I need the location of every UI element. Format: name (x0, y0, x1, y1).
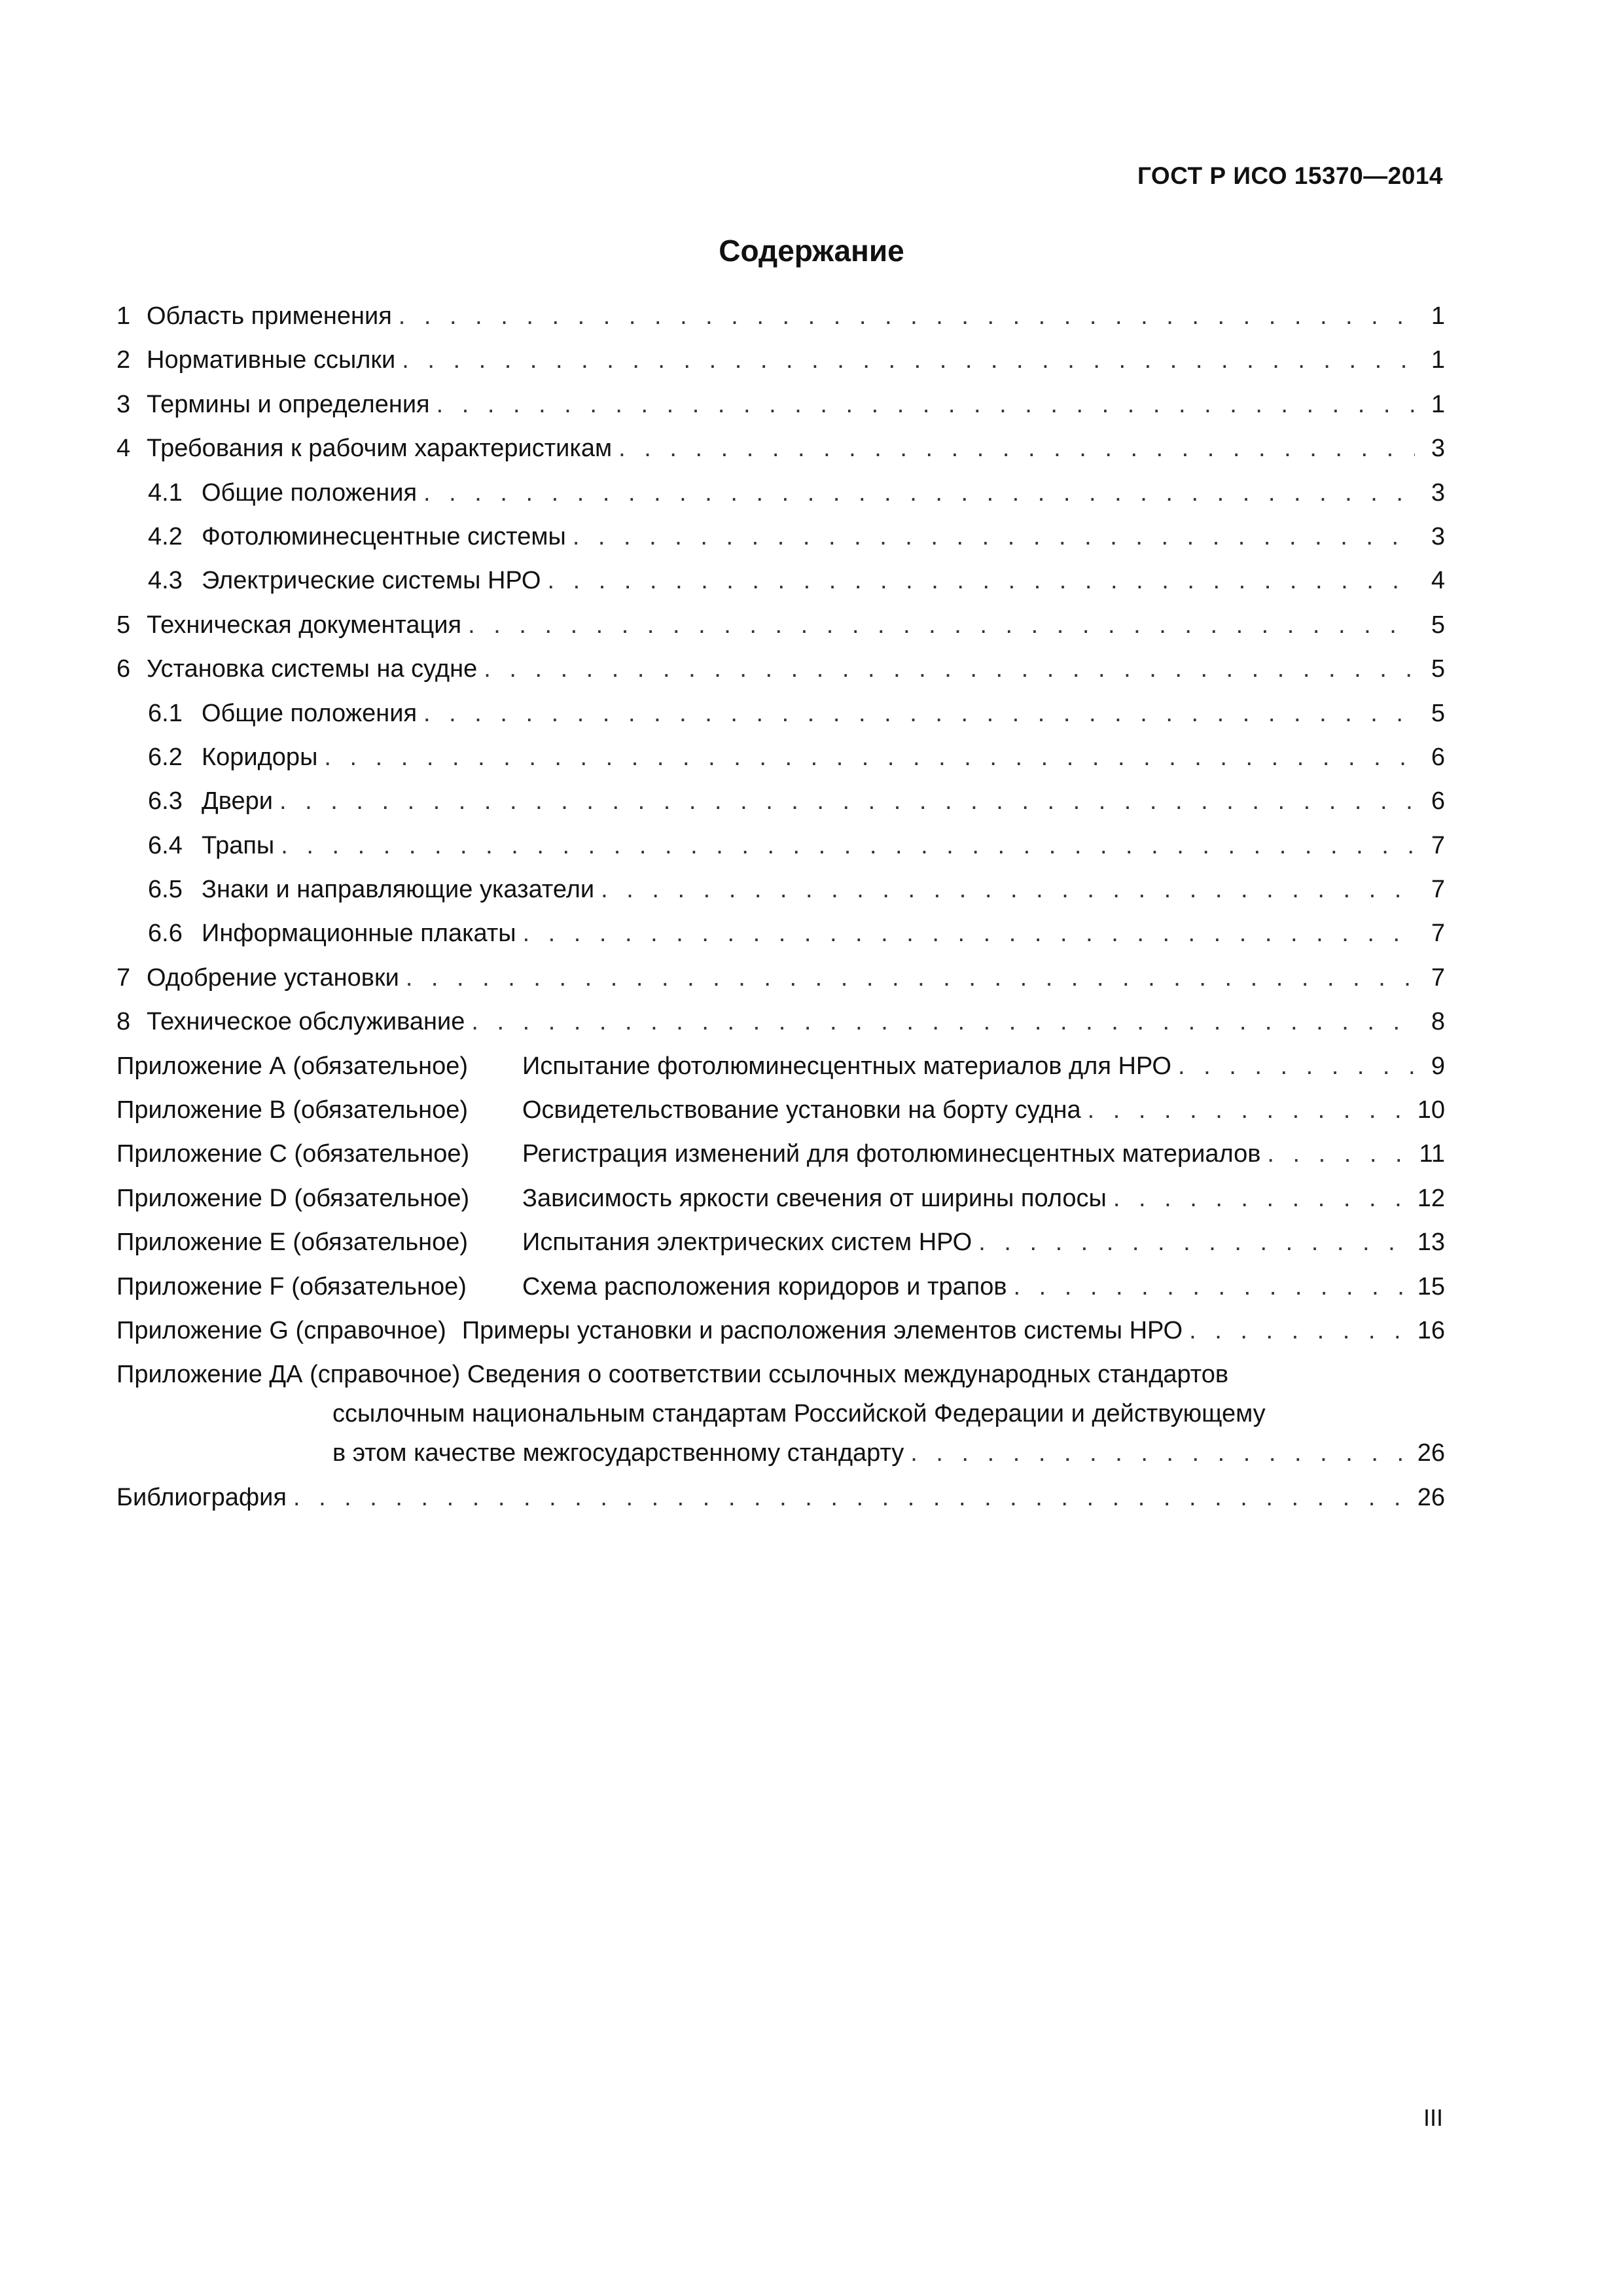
toc-entry-6-6[interactable] (116, 920, 1445, 963)
toc-entry-number: 6.3 (148, 787, 183, 816)
appendix-label: Приложение ДА (справочное) (116, 1361, 461, 1389)
toc-entry-number: 4.3 (148, 567, 183, 595)
dot-leader (1178, 1052, 1415, 1081)
dot-leader (1014, 1273, 1414, 1301)
toc-entry-page: 4 (1431, 567, 1445, 595)
toc-appendix-d[interactable] (116, 1185, 1445, 1229)
appendix-label: Приложение А (обязательное) (116, 1052, 469, 1080)
toc-entry-title: Общие положения (202, 699, 418, 727)
toc-entry-title: Информационные плакаты (202, 920, 516, 948)
toc-entry-page: 7 (1431, 876, 1445, 904)
toc-appendix-da[interactable] (116, 1361, 1445, 1483)
toc-entry-title: Термины и определения (147, 390, 430, 418)
toc-entry-page: 5 (1431, 611, 1445, 639)
toc-appendix-a[interactable] (116, 1052, 1445, 1096)
appendix-title-line-1: Сведения о соответствии ссылочных международных стандартов (467, 1361, 1229, 1389)
toc-entry-page: 13 (1417, 1229, 1445, 1257)
appendix-label: Приложение G (справочное) (116, 1316, 446, 1344)
dot-leader (281, 832, 1415, 860)
toc-entry-title: Фотолюминесцентные системы (202, 522, 566, 550)
dot-leader (406, 964, 1415, 992)
dot-leader (471, 1008, 1415, 1036)
toc-bibliography[interactable] (116, 1484, 1445, 1528)
dot-leader (402, 346, 1415, 374)
toc-entry-number: 2 (116, 346, 131, 374)
toc-entry-title: Нормативные ссылки (147, 346, 396, 374)
toc-entry-page: 1 (1431, 390, 1445, 418)
dot-leader (1267, 1140, 1415, 1168)
toc-entry-title: Знаки и направляющие указатели (202, 876, 595, 904)
toc-entry-page: 3 (1431, 478, 1445, 507)
toc-entry-6-4[interactable] (116, 832, 1445, 876)
toc-entry-page: 10 (1417, 1096, 1445, 1124)
toc-entry-page: 5 (1431, 699, 1445, 727)
table-of-contents (116, 302, 1445, 1528)
appendix-title: Схема расположения коридоров и трапов (522, 1272, 1007, 1300)
toc-entry-3[interactable] (116, 391, 1445, 435)
toc-entry-page: 26 (1417, 1483, 1445, 1511)
toc-entry-number: 5 (116, 611, 131, 639)
toc-entry-title: Область применения (147, 302, 392, 330)
toc-entry-1[interactable] (116, 302, 1445, 346)
appendix-title: Примеры установки и расположения элементов системы НРО (461, 1316, 1183, 1344)
toc-entry-page: 26 (1417, 1439, 1445, 1467)
toc-entry-6-1[interactable] (116, 700, 1445, 744)
toc-entry-title: Техническое обслуживание (147, 1008, 465, 1036)
toc-entry-page: 7 (1431, 963, 1445, 992)
toc-entry-number: 6.1 (148, 699, 183, 727)
dot-leader (1113, 1185, 1414, 1213)
toc-entry-8[interactable] (116, 1008, 1445, 1052)
page-number: III (1423, 2104, 1443, 2131)
dot-leader (468, 611, 1415, 639)
toc-appendix-c[interactable] (116, 1140, 1445, 1184)
toc-entry-page: 7 (1431, 920, 1445, 948)
dot-leader (601, 876, 1415, 904)
toc-entry-page: 6 (1431, 787, 1445, 816)
toc-entry-title: Электрические системы НРО (202, 567, 541, 595)
toc-entry-title: Одобрение установки (147, 963, 399, 992)
dot-leader (910, 1439, 1413, 1467)
toc-entry-title: Трапы (202, 831, 275, 859)
toc-entry-6-5[interactable] (116, 876, 1445, 920)
toc-entry-title: Библиография (116, 1483, 287, 1511)
toc-appendix-b[interactable] (116, 1096, 1445, 1140)
toc-entry-number: 6.6 (148, 920, 183, 948)
toc-entry-number: 6 (116, 655, 131, 683)
toc-entry-page: 11 (1419, 1140, 1445, 1168)
toc-appendix-e[interactable] (116, 1229, 1445, 1272)
toc-entry-title: Коридоры (202, 743, 318, 771)
toc-entry-number: 3 (116, 390, 131, 418)
toc-entry-page: 5 (1431, 655, 1445, 683)
toc-entry-4-3[interactable] (116, 567, 1445, 611)
appendix-title: Зависимость яркости свечения от ширины полосы (522, 1184, 1107, 1212)
toc-entry-page: 16 (1417, 1316, 1445, 1344)
appendix-label: Приложение Е (обязательное) (116, 1229, 469, 1257)
toc-entry-page: 3 (1431, 522, 1445, 550)
dot-leader (437, 391, 1415, 419)
document-code: ГОСТ Р ИСО 15370—2014 (1137, 162, 1443, 189)
dot-leader (324, 744, 1415, 772)
appendix-title-line-2: ссылочным национальным стандартам Российской Федерации и действующему (332, 1400, 1266, 1428)
dot-leader (399, 302, 1415, 331)
appendix-title: Испытание фотолюминесцентных материалов для НРО (522, 1052, 1171, 1080)
dot-leader (423, 479, 1415, 507)
toc-entry-6-2[interactable] (116, 744, 1445, 787)
toc-entry-title: Техническая документация (147, 611, 462, 639)
toc-entry-title: Общие положения (202, 478, 418, 507)
appendix-title: Освидетельствование установки на борту судна (522, 1096, 1081, 1124)
appendix-label: Приложение В (обязательное) (116, 1096, 469, 1124)
toc-entry-number: 7 (116, 963, 131, 992)
toc-entry-number: 8 (116, 1008, 131, 1036)
dot-leader (1088, 1096, 1414, 1124)
dot-leader (484, 655, 1415, 683)
dot-leader (548, 567, 1416, 595)
toc-entry-number: 4.1 (148, 478, 183, 507)
toc-entry-page: 9 (1431, 1052, 1445, 1080)
toc-entry-number: 6.4 (148, 831, 183, 859)
toc-entry-page: 1 (1431, 302, 1445, 330)
appendix-label: Приложение С (обязательное) (116, 1140, 470, 1168)
toc-entry-4-2[interactable] (116, 523, 1445, 567)
toc-entry-7[interactable] (116, 964, 1445, 1008)
toc-entry-page: 1 (1431, 346, 1445, 374)
dot-leader (423, 700, 1415, 728)
toc-appendix-f[interactable] (116, 1273, 1445, 1317)
appendix-title: Регистрация изменений для фотолюминесцентных материалов (522, 1140, 1261, 1168)
dot-leader (293, 1484, 1414, 1512)
toc-entry-page: 3 (1431, 435, 1445, 463)
toc-entry-page: 8 (1431, 1008, 1445, 1036)
toc-entry-page: 6 (1431, 743, 1445, 771)
toc-entry-title: Требования к рабочим характеристикам (147, 435, 613, 463)
toc-title: Содержание (719, 234, 904, 268)
toc-entry-number: 6.2 (148, 743, 183, 771)
dot-leader (573, 523, 1415, 551)
toc-appendix-g[interactable] (116, 1317, 1445, 1361)
appendix-label: Приложение D (обязательное) (116, 1184, 470, 1212)
toc-entry-6[interactable] (116, 655, 1445, 699)
toc-entry-number: 4.2 (148, 522, 183, 550)
toc-entry-4-1[interactable] (116, 479, 1445, 523)
dot-leader (978, 1229, 1414, 1257)
appendix-title: Испытания электрических систем НРО (522, 1229, 972, 1257)
toc-entry-page: 15 (1417, 1272, 1445, 1300)
toc-entry-title: Установка системы на судне (147, 655, 478, 683)
dot-leader (618, 435, 1415, 463)
toc-entry-2[interactable] (116, 346, 1445, 390)
toc-entry-number: 4 (116, 435, 131, 463)
dot-leader (523, 920, 1415, 948)
toc-entry-number: 6.5 (148, 876, 183, 904)
dot-leader (1189, 1317, 1414, 1345)
appendix-title-line-3: в этом качестве межгосударственному стандарту (332, 1439, 904, 1467)
dot-leader (279, 787, 1415, 816)
appendix-label: Приложение F (обязательное) (116, 1272, 467, 1300)
toc-entry-5[interactable] (116, 611, 1445, 655)
toc-entry-number: 1 (116, 302, 131, 330)
toc-entry-title: Двери (202, 787, 273, 816)
toc-entry-4[interactable] (116, 435, 1445, 478)
toc-entry-page: 12 (1417, 1184, 1445, 1212)
toc-entry-page: 7 (1431, 831, 1445, 859)
toc-entry-6-3[interactable] (116, 787, 1445, 831)
